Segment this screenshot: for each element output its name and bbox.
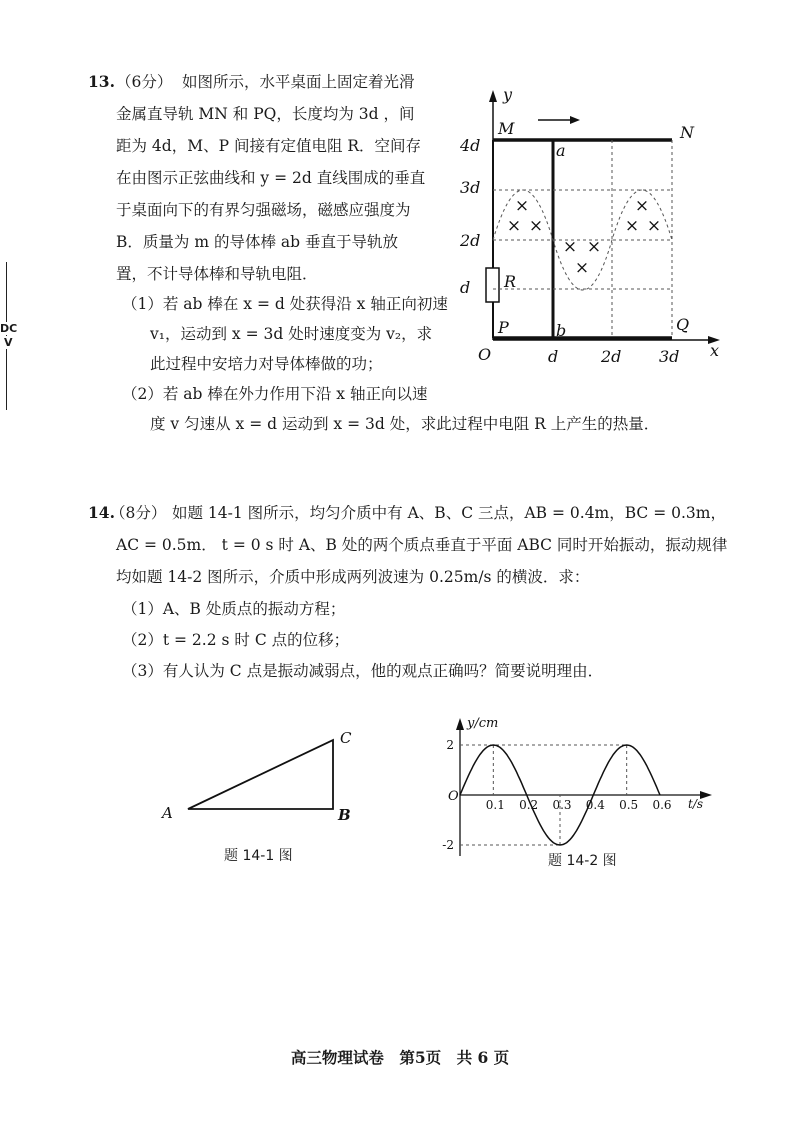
x-tick-d: d: [548, 347, 559, 366]
label-m: M: [498, 119, 515, 138]
chart-ylabel: y/cm: [467, 716, 499, 731]
q13-line-2: 金属直导轨 MN 和 PQ，长度均为 3d ，间: [116, 105, 415, 123]
q13-line-6: B．质量为 m 的导体棒 ab 垂直于导轨放: [116, 233, 398, 251]
label-b: b: [556, 321, 567, 340]
binding-margin-mark: [0, 262, 22, 410]
page-footer: 高三物理试卷 第5页 共 6 页: [290, 1048, 510, 1067]
fig2-caption: 题 14-2 图: [548, 853, 617, 869]
field-mark: ×: [624, 216, 640, 236]
label-x-axis: x: [710, 341, 720, 360]
chart-x-tick-label: 0.4: [585, 798, 605, 812]
chart-x-tick-label: 0.3: [552, 798, 572, 812]
q13-points: （6分）: [116, 73, 173, 91]
label-y-axis: y: [503, 85, 513, 104]
field-mark: ×: [574, 258, 590, 278]
q13-sub2-line-2: 度 v 匀速从 x = d 运动到 x = 3d 处，求此过程中电阻 R 上产生的热量．: [150, 415, 660, 433]
field-mark: ×: [514, 196, 530, 216]
label-r: R: [504, 272, 517, 291]
q14-fig1-triangle: [150, 725, 370, 835]
y-tick-d: d: [460, 278, 471, 297]
x-tick-2d: 2d: [601, 347, 622, 366]
motion-arrow-head-icon: [570, 116, 580, 124]
label-origin: O: [478, 345, 492, 364]
label-p: P: [498, 318, 509, 337]
q14-fig2-chart: [430, 708, 720, 858]
label-a: A: [162, 804, 173, 822]
q13-number: 13.: [88, 72, 115, 91]
margin-text-2: V: [4, 336, 13, 349]
field-mark: ×: [586, 237, 602, 257]
chart-origin: O: [448, 789, 459, 804]
field-mark: ×: [506, 216, 522, 236]
x-tick-3d: 3d: [659, 347, 680, 366]
margin-text-1: DC: [0, 322, 18, 335]
q13-line-5: 于桌面向下的有界匀强磁场，磁感应强度为: [116, 201, 411, 219]
q14-sub-2: （2）t = 2.2 s 时 C 点的位移；: [122, 631, 350, 649]
q13-figure: [450, 82, 730, 372]
q14-sub-1: （1）A、B 处质点的振动方程；: [122, 600, 346, 618]
y-axis-arrow-icon: [489, 90, 497, 102]
q14-line-3: 均如题 14-2 图所示，介质中形成两列波速为 0.25m/s 的横波．求：: [116, 568, 590, 586]
label-n: N: [680, 123, 694, 142]
label-q: Q: [676, 315, 690, 334]
label-a: a: [556, 141, 566, 160]
label-c: C: [340, 729, 352, 747]
resistor-r: [486, 268, 499, 302]
chart-x-tick-label: 0.6: [652, 798, 672, 812]
chart-x-tick-label: 0.2: [519, 798, 539, 812]
q13-sub1-line-3: 此过程中安培力对导体棒做的功；: [150, 355, 383, 373]
q14-number: 14.: [88, 503, 115, 522]
q13-line-7: 置，不计导体棒和导轨电阻．: [116, 265, 318, 283]
y-tick-3d: 3d: [460, 178, 481, 197]
y-tick-4d: 4d: [460, 136, 481, 155]
chart-xlabel: t/s: [688, 797, 704, 811]
field-mark: ×: [562, 237, 578, 257]
q13-sub1-line-1: （1）若 ab 棒在 x = d 处获得沿 x 轴正向初速: [122, 295, 448, 313]
field-mark: ×: [528, 216, 544, 236]
q13-line-1: 如图所示，水平桌面上固定着光滑: [182, 73, 415, 91]
q14-line-1: 如题 14-1 图所示，均匀介质中有 A、B、C 三点，AB = 0.4m，BC = 0.3m，: [172, 504, 726, 522]
triangle-abc: [188, 740, 333, 809]
q13-sub1-line-2: v₁，运动到 x = 3d 处时速度变为 v₂，求: [150, 325, 433, 343]
field-mark: ×: [634, 196, 650, 216]
q13-line-3: 距为 4d，M、P 间接有定值电阻 R．空间存: [116, 137, 422, 155]
q13-sub2-line-1: （2）若 ab 棒在外力作用下沿 x 轴正向以速: [122, 385, 428, 403]
chart-x-tick-label: 0.1: [485, 798, 505, 812]
q13-line-4: 在由图示正弦曲线和 y = 2d 直线围成的垂直: [116, 169, 426, 187]
field-mark: ×: [646, 216, 662, 236]
q14-points: （8分）: [110, 504, 167, 522]
chart-y-tick-label: 2: [446, 738, 454, 752]
fig1-caption: 题 14-1 图: [224, 848, 293, 864]
q14-sub-3: （3）有人认为 C 点是振动减弱点，他的观点正确吗？简要说明理由．: [122, 662, 604, 680]
chart-y-arrow-icon: [456, 718, 464, 730]
chart-y-tick-label: -2: [442, 838, 454, 852]
q14-line-2: AC = 0.5m． t = 0 s 时 A、B 处的两个质点垂直于平面 ABC 同时开始振动，振动规律: [116, 536, 728, 554]
y-tick-2d: 2d: [460, 231, 481, 250]
label-b: B: [338, 806, 351, 824]
chart-x-tick-label: 0.5: [619, 798, 639, 812]
